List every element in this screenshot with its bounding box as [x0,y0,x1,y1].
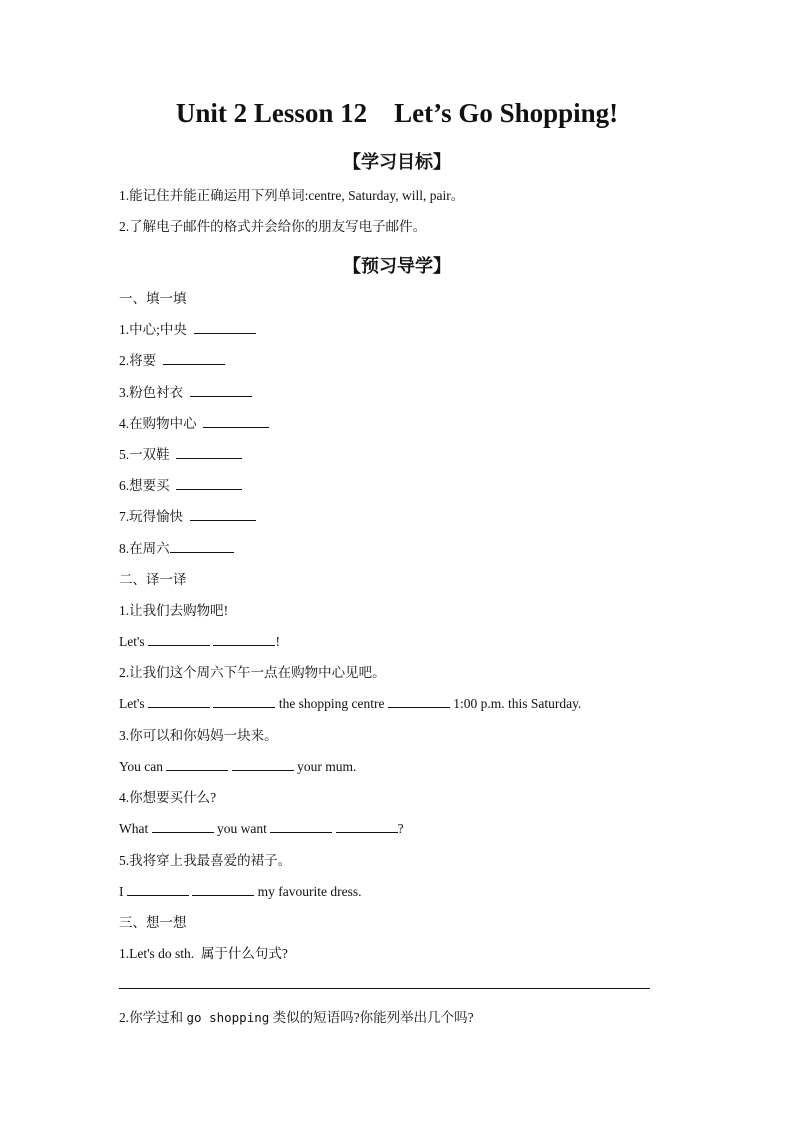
answer-blank[interactable] [148,633,210,646]
answer-blank[interactable] [232,758,294,771]
fill-item [119,321,256,339]
fill-item-label: 2.将要 [119,353,157,368]
en-text: Let's [119,634,145,649]
q2-code: go shopping [186,1010,270,1025]
fill-item-label: 7.玩得愉快 [119,509,184,524]
translate-en [119,695,581,713]
en-text: the shopping centre [278,696,385,711]
fill-item [119,415,269,433]
fill-item [119,540,234,558]
translate-en [119,633,280,651]
fill-item-label: 4.在购物中心 [119,416,197,431]
en-text: 1:00 p.m. this Saturday. [453,696,582,711]
page-title: Unit 2 Lesson 12 Let’s Go Shopping! [175,98,619,128]
fill-item [119,446,242,464]
fill-item [119,477,242,495]
translate-en [119,820,404,838]
fill-item-label: 3.粉色衬衣 [119,385,184,400]
section2-title: 二、译一译 [119,572,187,587]
answer-blank[interactable] [148,695,210,708]
en-text: I [119,884,124,899]
q2-text: 类似的短语吗?你能列举出几个吗? [272,1010,474,1025]
translate-cn: 4.你想要买什么? [119,790,217,805]
answer-blank[interactable] [163,352,225,365]
en-text: you want [217,821,267,836]
translate-cn: 2.让我们这个周六下午一点在购物中心见吧。 [119,665,386,680]
answer-blank[interactable] [190,508,256,521]
en-text: Let's [119,696,145,711]
answer-blank[interactable] [194,321,256,334]
en-text: my favourite dress. [257,884,362,899]
answer-blank[interactable] [203,415,269,428]
section3-title: 三、想一想 [119,915,187,930]
fill-item-label: 1.中心;中央 [119,322,187,337]
fill-item [119,352,225,370]
q2-text: 2.你学过和 [119,1010,184,1025]
objective-item-1: 1.能记住并能正确运用下列单词:centre, Saturday, will, pair。 [119,188,465,203]
en-text: your mum. [297,759,357,774]
answer-blank[interactable] [176,446,242,459]
translate-en [119,758,356,776]
think-question-2 [119,1009,474,1027]
answer-blank[interactable] [270,820,332,833]
section1-title: 一、填一填 [119,291,187,306]
answer-blank[interactable] [127,883,189,896]
translate-cn: 5.我将穿上我最喜爱的裙子。 [119,853,292,868]
answer-line[interactable] [119,988,650,989]
translate-en [119,883,361,901]
answer-blank[interactable] [152,820,214,833]
en-text: What [119,821,149,836]
objective-item-2: 2.了解电子邮件的格式并会给你的朋友写电子邮件。 [119,219,427,234]
objectives-heading: 【学习目标】 [343,152,451,173]
preview-heading: 【预习导学】 [343,256,451,277]
fill-item [119,384,252,402]
answer-blank[interactable] [213,633,275,646]
fill-item-label: 5.一双鞋 [119,447,170,462]
answer-blank[interactable] [166,758,228,771]
en-text: You can [119,759,164,774]
en-text: ! [275,634,280,649]
en-text: ? [397,821,404,836]
answer-blank[interactable] [388,695,450,708]
fill-item-label: 6.想要买 [119,478,170,493]
answer-blank[interactable] [213,695,275,708]
answer-blank[interactable] [170,540,234,553]
answer-blank[interactable] [336,820,398,833]
fill-item-label: 8.在周六 [119,541,170,556]
answer-blank[interactable] [192,883,254,896]
translate-cn: 1.让我们去购物吧! [119,603,229,618]
answer-blank[interactable] [190,384,252,397]
translate-cn: 3.你可以和你妈妈一块来。 [119,728,278,743]
fill-item [119,508,256,526]
answer-blank[interactable] [176,477,242,490]
think-question-1: 1.Let's do sth. 属于什么句式? [119,946,288,961]
